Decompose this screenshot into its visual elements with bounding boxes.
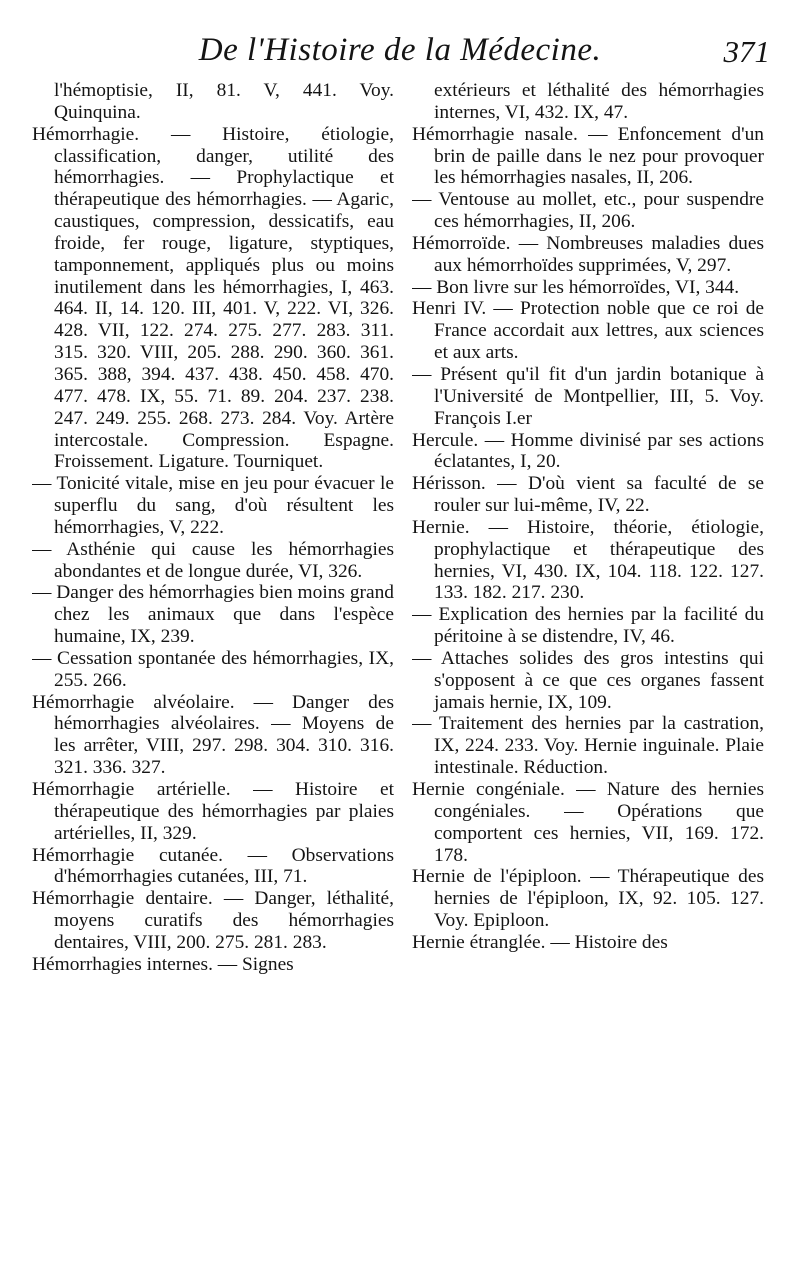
index-entry: Henri IV. — Protection noble que ce roi de France accordait aux lettres, aux sciences et aux arts. xyxy=(412,298,764,364)
index-column-left xyxy=(32,80,394,1250)
index-subentry: — Danger des hémorrhagies bien moins grand chez les animaux que dans l'espèce humaine, IX, 239. xyxy=(32,582,394,648)
running-title: De l'Histoire de la Médecine. xyxy=(198,32,602,68)
index-entry: Hémorrhagies internes. — Signes xyxy=(32,953,294,975)
page-number: 371 xyxy=(723,34,770,69)
index-entry: Hernie congéniale. — Nature des hernies congéniales. — Opérations que comportent ces hernies, VII, 169. 172. 178. xyxy=(412,779,764,866)
index-entry: Hémorrhagie artérielle. — Histoire et thérapeutique des hémorrhagies par plaies artérielles, II, 329. xyxy=(32,779,394,844)
index-subentry: — Tonicité vitale, mise en jeu pour évacuer le superflu du sang, d'où résultent les hémorrhagies, V, 222. xyxy=(32,473,394,538)
index-entry: Hercule. — Homme divinisé par ses actions éclatantes, I, 20. xyxy=(412,429,764,473)
index-entry: Hernie de l'épiploon. — Thérapeutique des hernies de l'épiploon, IX, 92. 105. 127. Voy. Epiploon. xyxy=(412,866,764,932)
index-entry: Hérisson. — D'où vient sa faculté de se rouler sur lui-même, IV, 22. xyxy=(412,473,764,517)
index-subentry: — Ventouse au mollet, etc., pour suspendre ces hémorrhagies, II, 206. xyxy=(412,189,764,233)
index-entry: Hémorroïde. — Nombreuses maladies dues aux hémorrhoïdes supprimées, V, 297. xyxy=(412,232,764,276)
index-subentry: — Présent qu'il fit d'un jardin botanique à l'Université de Montpellier, III, 5. Voy. François I.er xyxy=(412,363,764,429)
index-subentry: — Explication des hernies par la facilité du péritoine à se distendre, IV, 46. xyxy=(412,604,764,648)
index-entry: Hémorrhagie dentaire. — Danger, léthalité, moyens curatifs des hémorrhagies dentaires, VIII, 200. 275. 281. 283. xyxy=(32,888,394,953)
index-entry: Hernie. — Histoire, théorie, étiologie, prophylactique et thérapeutique des hernies, VI, 430. IX, 104. 118. 122. 127. 133. 182. 217. 230. xyxy=(412,516,764,604)
index-column-right xyxy=(412,80,764,1250)
index-subentry: — Asthénie qui cause les hémorrhagies abondantes et de longue durée, VI, 326. xyxy=(32,538,394,582)
index-subentry: — Traitement des hernies par la castration, IX, 224. 233. Voy. Hernie inguinale. Plaie intestinale. Réduction. xyxy=(412,713,764,779)
index-entry: Hernie étranglée. — Histoire des xyxy=(412,931,668,953)
index-subentry: — Attaches solides des gros intestins qui s'opposent à ce que ces organes fassent jamais hernie, IX, 109. xyxy=(412,647,764,713)
index-subentry: — Cessation spontanée des hémorrhagies, IX, 255. 266. xyxy=(32,647,394,691)
page-header xyxy=(0,28,800,76)
index-entry: l'hémoptisie, II, 81. V, 441. Voy. Quinquina. xyxy=(54,80,394,123)
index-entry: Hémorrhagie alvéolaire. — Danger des hémorrhagies alvéolaires. — Moyens de les arrêter, VIII, 297. 298. 304. 310. 316. 321. 336. 327. xyxy=(32,691,394,779)
index-entry: Hémorrhagie cutanée. — Observations d'hémorrhagies cutanées, III, 71. xyxy=(32,844,394,888)
index-entry: Hémorrhagie nasale. — Enfoncement d'un brin de paille dans le nez pour provoquer les hémorrhagies nasales, II, 206. xyxy=(412,123,764,189)
index-entry: extérieurs et léthalité des hémorrhagies internes, VI, 432. IX, 47. xyxy=(434,80,764,123)
index-entry: Hémorrhagie. — Histoire, étiologie, classification, danger, utilité des hémorrhagies. — Prophylactique et thérapeutique des hémorrhagies. — Agaric, caustiques, compression, dessicatifs, eau froide, fer rouge, ligature, styptiques, tamponnement, appliqués plus ou moins inutilement dans les hémorrhagies, I, 463. 464. II, 14. 120. III, 401. V, 222. VI, 326. 428. VII, 122. 274. 275. 277. 283. 311. 315. 320. VIII, 205. 288. 290. 360. 361. 365. 388, 394. 437. 438. 450. 458. 470. 477. 478. IX, 55. 71. 89. 204. 237. 238. 247. 249. 255. 268. 273. 284. Voy. Artère intercostale. Compression. Espagne. Froissement. Ligature. Tourniquet. xyxy=(32,123,394,473)
index-subentry: — Bon livre sur les hémorroïdes, VI, 344. xyxy=(412,276,740,298)
